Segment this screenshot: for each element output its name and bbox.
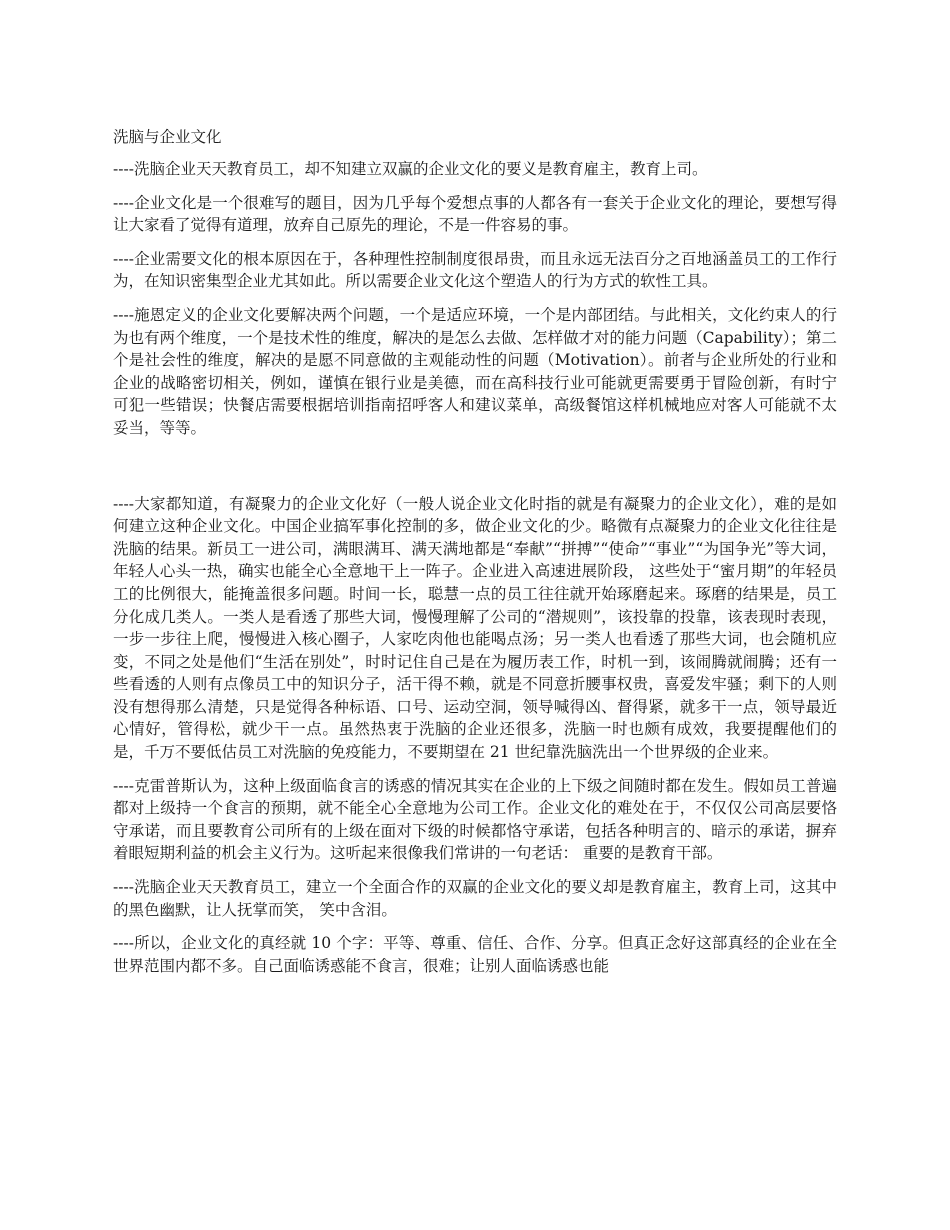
paragraph-8: ----所以，企业文化的真经就 10 个字：平等、尊重、信任、合作、分享。但真正念好这部真经的企业在全世界范围内都不多。自己面临诱惑能不食言，很难；让别人面临诱惑也能 xyxy=(113,934,837,975)
paragraph-5: ----大家都知道，有凝聚力的企业文化好（一般人说企业文化时指的就是有凝聚力的企业文化），难的是如何建立这种企业文化。中国企业搞军事化控制的多，做企业文化的少。略微有点凝聚力的企业文化往往是洗脑的结果。新员工一进公司，满眼满耳、满天满地都是“奉献”“拼搏”“使命”“事业”“为国争光”等大词，年轻人心头一热，确实也能全心全意地干上一阵子。企业进入高速进展阶段， 这些处于“蜜月期”的年轻员工的比例很大，能掩盖很多问题。时间一长，聪慧一点的员工往往就开始琢磨起来。琢磨的结果是，员工分化成几类人。一类人是看透了那些大词，慢慢理解了公司的“潜规则”，该投靠的投靠，该表现时表现，一步一步往上爬，慢慢进入核心圈子，人家吃肉他也能喝点汤；另一类人也看透了那些大词，也会随机应变，不同之处是他们“生活在别处”，时时记住自己是在为履历表工作，时机一到，该闹腾就闹腾；还有一些看透的人则有点像员工中的知识分子，活干得不赖，就是不同意折腰事权贵，喜爱发牢骚；剩下的人则没有想得那么清楚，只是觉得各种标语、口号、运动空洞，领导喊得凶、督得紧，就多干一点，领导最近心情好，管得松，就少干一点。虽然热衷于洗脑的企业还很多，洗脑一时也颇有成效，我要提醒他们的是，千万不要低估员工对洗脑的免疫能力，不要期望在 21 世纪靠洗脑洗出一个世界级的企业来。 xyxy=(113,494,837,762)
paragraph-1: ----洗脑企业天天教育员工，却不知建立双赢的企业文化的要义是教育雇主，教育上司。 xyxy=(113,160,708,178)
paragraph-3: ----企业需要文化的根本原因在于，各种理性控制制度很昂贵，而且永远无法百分之百地涵盖员工的工作行为，在知识密集型企业尤其如此。所以需要企业文化这个塑造人的行为方式的软性工具。 xyxy=(113,249,837,291)
paragraph-2: ----企业文化是一个很难写的题目，因为几乎每个爱想点事的人都各有一套关于企业文化的理论，要想写得让大家看了觉得有道理，放弃自己原先的理论，不是一件容易的事。 xyxy=(113,193,837,235)
blank-spacer xyxy=(113,451,837,493)
document-title: 洗脑与企业文化 xyxy=(113,128,222,146)
paragraph-4: ----施恩定义的企业文化要解决两个问题，一个是适应环境，一个是内部团结。与此相关，文化约束人的行为也有两个维度，一个是技术性的维度，解决的是怎么去做、怎样做才对的能力问题（Capability）；第二个是社会性的维度，解决的是愿不同意做的主观能动性的问题（Motivation）。前者与企业所处的行业和企业的战略密切相关，例如，谨慎在银行业是美德，而在高科技行业可能就更需要勇于冒险创新，有时宁可犯一些错误；快餐店需要根据培训指南招呼客人和建议菜单，高级餐馆这样机械地应对客人可能就不太妥当，等等。 xyxy=(113,305,837,437)
document-page xyxy=(113,124,837,988)
paragraph-6: ----克雷普斯认为，这种上级面临食言的诱惑的情况其实在企业的上下级之间随时都在发生。假如员工普遍都对上级持一个食言的预期，就不能全心全意地为公司工作。企业文化的难处在于，不仅仅公司高层要恪守承诺，而且要教育公司所有的上级在面对下级的时候都恪守承诺，包括各种明言的、暗示的承诺，摒弃着眼短期利益的机会主义行为。这听起来很像我们常讲的一句老话： 重要的是教育干部。 xyxy=(113,776,837,863)
paragraph-7: ----洗脑企业天天教育员工，建立一个全面合作的双赢的企业文化的要义却是教育雇主，教育上司，这其中的黑色幽默，让人抚掌而笑， 笑中含泪。 xyxy=(113,878,837,919)
